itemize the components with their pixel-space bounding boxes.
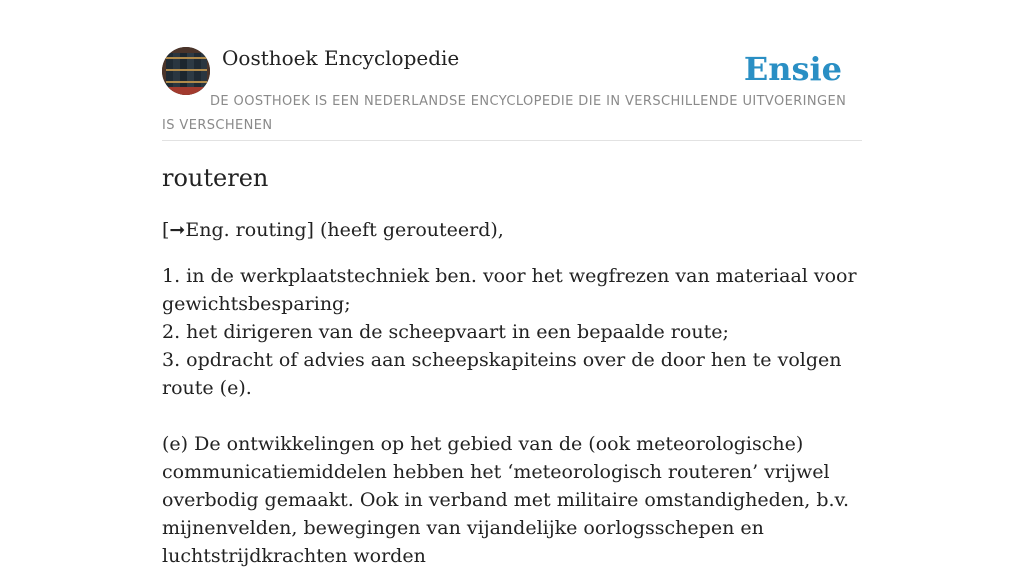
definition-list bbox=[162, 262, 862, 402]
site-header bbox=[162, 44, 862, 141]
article-note: (e) De ontwikkelingen op het gebied van de (ook meteorologische) communicatiemiddelen hebben het ‘meteorologisch routeren’ vrijwel overbodig gemaakt. Ook in verband met militaire omstandigheden, b.v. mijnenvelden, bewegingen van vijandelijke oorlogsschepen en luchtstrijdkrachten worden bbox=[162, 433, 850, 567]
site-title[interactable]: Oosthoek Encyclopedie bbox=[222, 46, 460, 70]
definition-item: 1. in de werkplaatstechniek ben. voor het wegfrezen van materiaal voor gewichtsbesparing; bbox=[162, 265, 857, 315]
article-etymology: [➞Eng. routing] (heeft gerouteerd), bbox=[162, 219, 504, 241]
site-tagline: DE OOSTHOEK IS EEN NEDERLANDSE ENCYCLOPEDIE DIE IN VERSCHILLENDE UITVOERINGEN IS VERSCHENEN bbox=[162, 94, 847, 133]
definition-item: 2. het dirigeren van de scheepvaart in een bepaalde route; bbox=[162, 321, 729, 343]
article-headword: routeren bbox=[162, 164, 269, 192]
encyclopedia-books-icon bbox=[162, 47, 210, 95]
brand-logo-link[interactable]: Ensie bbox=[743, 50, 842, 88]
site-avatar[interactable] bbox=[162, 47, 210, 95]
article bbox=[162, 160, 862, 570]
definition-item: 3. opdracht of advies aan scheepskapiteins over de door hen te volgen route (e). bbox=[162, 349, 842, 399]
